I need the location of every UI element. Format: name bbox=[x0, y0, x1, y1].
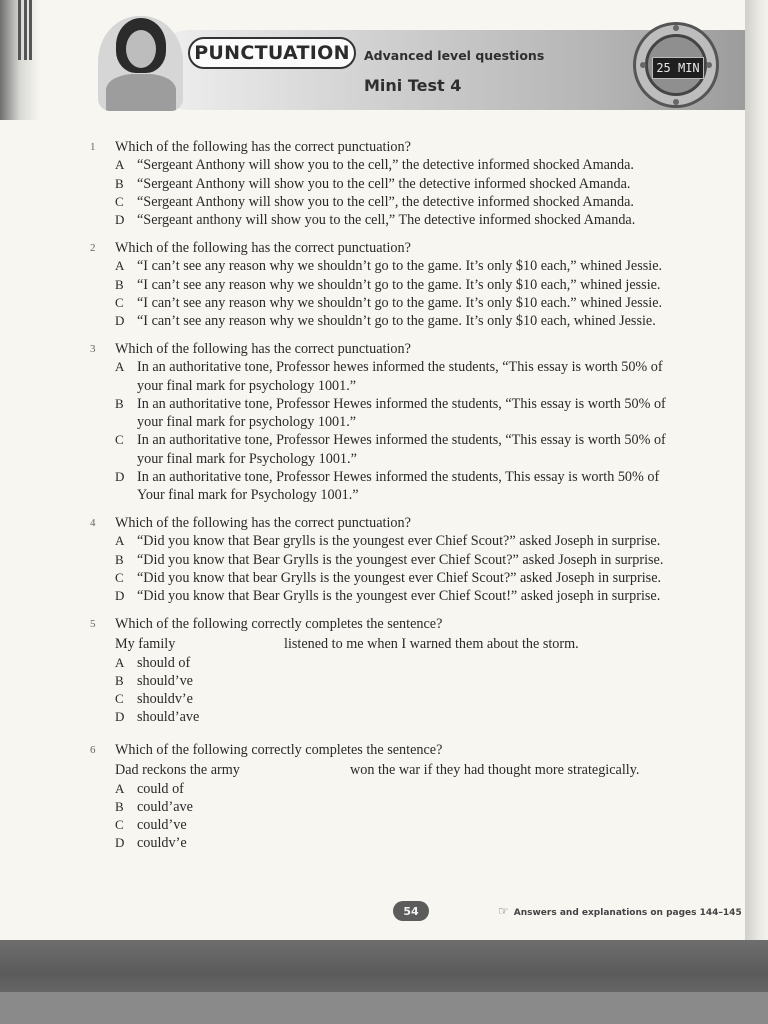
option-c[interactable]: C “I can’t see any reason why we shouldn’t go to the game. It’s only $10 each.” whined Jessie. bbox=[115, 294, 663, 311]
option-c[interactable]: C “Did you know that bear Grylls is the youngest ever Chief Scout?” asked Joseph in surprise. bbox=[115, 569, 662, 586]
page-number: 54 bbox=[393, 901, 429, 921]
scan-background-lower bbox=[0, 992, 768, 1024]
section-title: PUNCTUATION bbox=[188, 37, 356, 69]
option-a[interactable]: A In an authoritative tone, Professor hewes informed the students, “This essay is worth 50% of your final mark for psychology 1001.” bbox=[115, 359, 663, 394]
test-title: Mini Test 4 bbox=[364, 76, 462, 95]
timer-dot bbox=[706, 62, 712, 68]
option-a[interactable]: A should of bbox=[115, 654, 191, 671]
question-number: 6 bbox=[90, 744, 96, 756]
option-d[interactable]: D “Did you know that Bear Grylls is the youngest ever Chief Scout!” asked joseph in surprise. bbox=[115, 588, 661, 605]
option-c[interactable]: C could’ve bbox=[115, 817, 187, 834]
timer-dot bbox=[640, 62, 646, 68]
question-stem: Which of the following has the correct punctuation? bbox=[115, 341, 411, 357]
option-d[interactable]: D “I can’t see any reason why we shouldn’t go to the game. It’s only $10 each, whined Jessie. bbox=[115, 313, 656, 330]
option-a[interactable]: A “Sergeant Anthony will show you to the cell,” the detective informed shocked Amanda. bbox=[115, 157, 634, 174]
question-number: 4 bbox=[90, 517, 96, 529]
pointing-hand-icon: ☞ bbox=[498, 904, 509, 918]
question-number: 5 bbox=[90, 618, 96, 630]
question-stem: Which of the following correctly completes the sentence? bbox=[115, 616, 443, 632]
binding-marks bbox=[18, 0, 40, 60]
option-b[interactable]: B could’ave bbox=[115, 798, 193, 815]
question-1 bbox=[90, 138, 740, 229]
option-b[interactable]: B “Did you know that Bear Grylls is the youngest ever Chief Scout?” asked Joseph in surprise. bbox=[115, 551, 664, 568]
option-c[interactable]: C shouldv’e bbox=[115, 691, 193, 708]
option-b[interactable]: B In an authoritative tone, Professor Hewes informed the students, “This essay is worth 50% of your final mark for psychology 1001.” bbox=[115, 395, 666, 431]
option-b[interactable]: B “I can’t see any reason why we shouldn’t go to the game. It’s only $10 each,” whined jessie. bbox=[115, 276, 661, 293]
option-a[interactable]: A “Did you know that Bear grylls is the youngest ever Chief Scout?” asked Joseph in surprise. bbox=[115, 533, 661, 550]
option-d[interactable]: D In an authoritative tone, Professor Hewes informed the students, This essay is worth 50% of Your final mark for Psychology 1001.” bbox=[115, 469, 660, 504]
question-6 bbox=[90, 741, 740, 853]
answers-note: ☞ Answers and explanations on pages 144–145 bbox=[498, 904, 742, 918]
question-3 bbox=[90, 340, 740, 505]
question-2 bbox=[90, 239, 740, 330]
sentence-with-blank: My family listened to me when I warned them about the storm. bbox=[115, 636, 579, 653]
option-b[interactable]: B should’ve bbox=[115, 672, 193, 689]
option-c[interactable]: C In an authoritative tone, Professor Hewes informed the students, “This essay is worth 50% of your final mark for Psychology 1001.” bbox=[115, 432, 666, 467]
option-d[interactable]: D couldv’e bbox=[115, 835, 187, 852]
page-edge bbox=[745, 0, 768, 940]
timer-dot bbox=[673, 25, 679, 31]
question-number: 1 bbox=[90, 141, 96, 153]
option-b[interactable]: B “Sergeant Anthony will show you to the cell” the detective informed shocked Amanda. bbox=[115, 175, 631, 192]
sentence-with-blank: Dad reckons the army won the war if they had thought more strategically. bbox=[115, 762, 640, 779]
student-photo bbox=[98, 16, 183, 111]
question-stem: Which of the following correctly completes the sentence? bbox=[115, 742, 443, 758]
question-stem: Which of the following has the correct punctuation? bbox=[115, 240, 411, 256]
option-d[interactable]: D should’ave bbox=[115, 709, 200, 726]
question-number: 3 bbox=[90, 343, 96, 355]
option-d[interactable]: D “Sergeant anthony will show you to the cell,” The detective informed shocked Amanda. bbox=[115, 212, 636, 229]
option-c[interactable]: C “Sergeant Anthony will show you to the cell”, the detective informed shocked Amanda. bbox=[115, 193, 634, 210]
question-number: 2 bbox=[90, 242, 96, 254]
question-stem: Which of the following has the correct punctuation? bbox=[115, 139, 411, 155]
question-4 bbox=[90, 514, 740, 605]
option-a[interactable]: A “I can’t see any reason why we shouldn’t go to the game. It’s only $10 each,” whined Jessie. bbox=[115, 258, 663, 275]
question-stem: Which of the following has the correct punctuation? bbox=[115, 515, 411, 531]
question-5 bbox=[90, 615, 740, 727]
timer-display: 25 MIN bbox=[652, 57, 704, 79]
timer-dot bbox=[673, 99, 679, 105]
option-a[interactable]: A could of bbox=[115, 780, 184, 797]
level-subtitle: Advanced level questions bbox=[364, 48, 545, 63]
